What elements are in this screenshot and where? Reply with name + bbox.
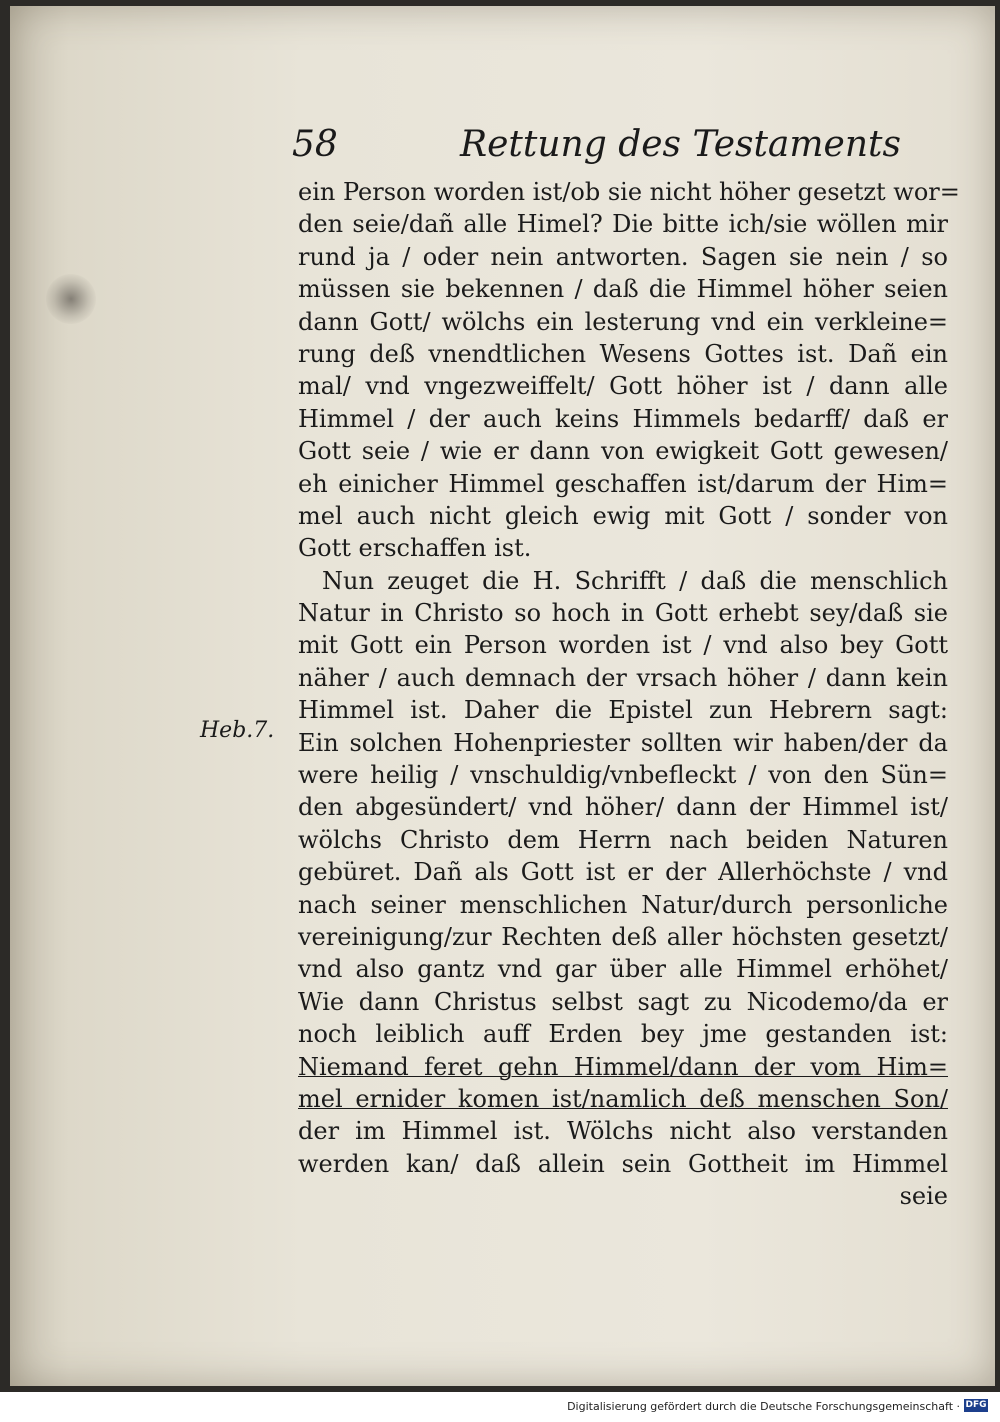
text-line: der im Himmel ist. Wölchs nicht also verstanden (298, 1117, 948, 1146)
text-line: Himmel / der auch keins Himmels bedarff/ daß er (298, 404, 948, 433)
underlined-text-line: Niemand feret gehn Himmel/dann der vom Him= (298, 1052, 948, 1081)
running-head (292, 124, 901, 172)
text-line: were heilig / vnschuldig/vnbefleckt / von den Sün= (298, 761, 948, 790)
text-line: den abgesündert/ vnd höher/ dann der Himmel ist/ (298, 793, 948, 822)
footer-bar (0, 1392, 1000, 1422)
text-line: Nun zeuget die H. Schrifft / daß die menschlich (322, 566, 948, 595)
text-line: mel auch nicht gleich ewig mit Gott / sonder von (298, 501, 948, 530)
text-line: rung deß vnendtlichen Wesens Gottes ist. Dañ ein (298, 339, 948, 368)
text-line: rund ja / oder nein antworten. Sagen sie nein / so (298, 242, 948, 271)
text-line: gebüret. Dañ als Gott ist er der Allerhöchste / vnd (298, 858, 948, 887)
page-number: 58 (292, 124, 338, 165)
dfg-logo: DFG (965, 1400, 987, 1410)
text-line: ein Person worden ist/ob sie nicht höher gesetzt wor= (298, 178, 960, 206)
text-line: vnd also gantz vnd gar über alle Himmel erhöhet/ (298, 955, 948, 984)
text-line: Natur in Christo so hoch in Gott erhebt sey/daß sie (298, 599, 948, 628)
text-line: Ein solchen Hohenpriester sollten wir haben/der da (298, 728, 948, 757)
text-line: müssen sie bekennen / daß die Himmel höher seien (298, 275, 948, 304)
header-title: Rettung des Testaments (460, 124, 901, 165)
text-line: nach seiner menschlichen Natur/durch personliche (298, 890, 948, 919)
ink-smudge (46, 274, 96, 324)
margin-note: Heb.7. (200, 718, 275, 743)
text-line: mal/ vnd vngezweiffelt/ Gott höher ist / dann alle (298, 372, 948, 401)
text-line: wölchs Christo dem Herrn nach beiden Naturen (298, 825, 948, 854)
text-line: Himmel ist. Daher die Epistel zun Hebrern sagt: (298, 696, 948, 725)
underlined-text-line: mel ernider komen ist/namlich deß menschen Son/ (298, 1084, 948, 1113)
text-line: dann Gott/ wölchs ein lesterung vnd ein verkleine= (298, 307, 948, 336)
funding-credit: Digitalisierung gefördert durch die Deutsche Forschungsgemeinschaft · (567, 1400, 960, 1413)
text-line: den seie/dañ alle Himel? Die bitte ich/sie wöllen mir (298, 210, 948, 239)
text-line: eh einicher Himmel geschaffen ist/darum der Him= (298, 469, 948, 498)
text-line: Wie dann Christus selbst sagt zu Nicodemo/da er (298, 987, 948, 1016)
text-line: noch leiblich auff Erden bey jme gestanden ist: (298, 1020, 948, 1049)
text-line: vereinigung/zur Rechten deß aller höchsten gesetzt/ (298, 922, 948, 951)
text-line: näher / auch demnach der vrsach höher / dann kein (298, 663, 948, 692)
text-line: Gott seie / wie er dann von ewigkeit Gott gewesen/ (298, 437, 948, 466)
text-line: mit Gott ein Person worden ist / vnd also bey Gott (298, 631, 948, 660)
body-text (298, 176, 960, 1213)
catchword: seie (899, 1182, 948, 1211)
text-line: Gott erschaffen ist. (298, 534, 532, 563)
text-line: werden kan/ daß allein sein Gottheit im Himmel (298, 1149, 948, 1178)
